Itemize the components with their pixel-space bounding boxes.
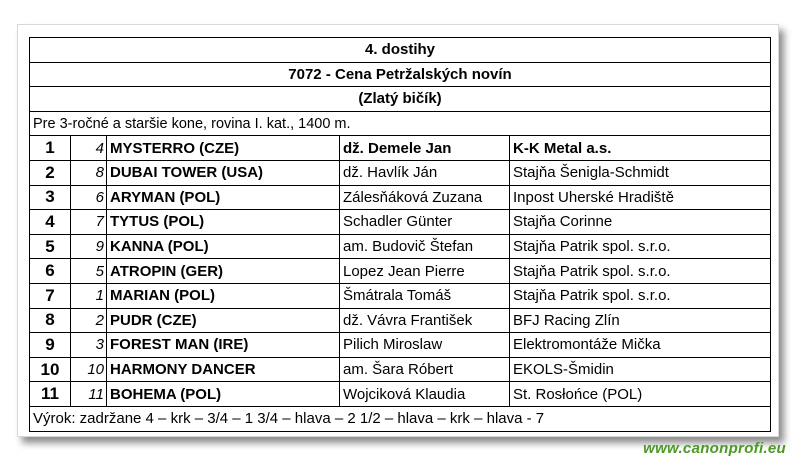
jockey-name: Lopez Jean Pierre — [340, 259, 510, 284]
result-row — [30, 234, 771, 259]
horse-name: MARIAN (POL) — [107, 283, 340, 308]
finish-position: 2 — [30, 160, 71, 185]
start-number: 4 — [71, 136, 107, 161]
horse-name: KANNA (POL) — [107, 234, 340, 259]
watermark: www.canonprofi.eu — [643, 440, 786, 457]
race-number: 4. dostihy — [30, 38, 771, 63]
horse-name: ARYMAN (POL) — [107, 185, 340, 210]
result-row — [30, 357, 771, 382]
finish-position: 6 — [30, 259, 71, 284]
result-row — [30, 333, 771, 358]
jockey-name: Šmátrala Tomáš — [340, 283, 510, 308]
result-row — [30, 308, 771, 333]
result-row — [30, 382, 771, 407]
jockey-name: Pilich Miroslaw — [340, 333, 510, 358]
owner-name: Stajňa Patrik spol. s.r.o. — [510, 259, 771, 284]
result-row — [30, 160, 771, 185]
owner-name: St. Rosłońce (POL) — [510, 382, 771, 407]
race-subtitle: (Zlatý bičík) — [30, 87, 771, 112]
jockey-name: Wojciková Klaudia — [340, 382, 510, 407]
horse-name: PUDR (CZE) — [107, 308, 340, 333]
horse-name: ATROPIN (GER) — [107, 259, 340, 284]
finish-position: 4 — [30, 210, 71, 235]
owner-name: EKOLS-Šmidin — [510, 357, 771, 382]
horse-name: TYTUS (POL) — [107, 210, 340, 235]
owner-name: Stajňa Corinne — [510, 210, 771, 235]
start-number: 1 — [71, 283, 107, 308]
start-number: 10 — [71, 357, 107, 382]
owner-name: K-K Metal a.s. — [510, 136, 771, 161]
jockey-name: Zálesňáková Zuzana — [340, 185, 510, 210]
race-conditions-row — [30, 111, 771, 136]
finish-position: 7 — [30, 283, 71, 308]
finish-position: 9 — [30, 333, 71, 358]
jockey-name: am. Šara Róbert — [340, 357, 510, 382]
horse-name: FOREST MAN (IRE) — [107, 333, 340, 358]
horse-name: DUBAI TOWER (USA) — [107, 160, 340, 185]
owner-name: BFJ Racing Zlín — [510, 308, 771, 333]
finish-position: 10 — [30, 357, 71, 382]
owner-name: Stajňa Šenigla-Schmidt — [510, 160, 771, 185]
finish-position: 5 — [30, 234, 71, 259]
jockey-name: dž. Demele Jan — [340, 136, 510, 161]
result-row — [30, 210, 771, 235]
finish-position: 3 — [30, 185, 71, 210]
race-subtitle-row — [30, 87, 771, 112]
race-number-row — [30, 38, 771, 63]
horse-name: HARMONY DANCER — [107, 357, 340, 382]
race-name-row — [30, 62, 771, 87]
race-name: 7072 - Cena Petržalských novín — [30, 62, 771, 87]
start-number: 8 — [71, 160, 107, 185]
start-number: 3 — [71, 333, 107, 358]
verdict-row — [30, 406, 771, 431]
result-row — [30, 185, 771, 210]
result-row — [30, 259, 771, 284]
finish-position: 8 — [30, 308, 71, 333]
race-results-table — [29, 37, 771, 432]
start-number: 5 — [71, 259, 107, 284]
jockey-name: dž. Havlík Ján — [340, 160, 510, 185]
race-conditions: Pre 3-ročné a staršie kone, rovina I. kat., 1400 m. — [30, 111, 771, 136]
owner-name: Inpost Uherské Hradiště — [510, 185, 771, 210]
owner-name: Elektromontáže Mička — [510, 333, 771, 358]
horse-name: MYSTERRO (CZE) — [107, 136, 340, 161]
finish-position: 1 — [30, 136, 71, 161]
start-number: 6 — [71, 185, 107, 210]
start-number: 7 — [71, 210, 107, 235]
result-row — [30, 136, 771, 161]
start-number: 9 — [71, 234, 107, 259]
start-number: 2 — [71, 308, 107, 333]
owner-name: Stajňa Patrik spol. s.r.o. — [510, 283, 771, 308]
jockey-name: dž. Vávra František — [340, 308, 510, 333]
jockey-name: am. Budovič Štefan — [340, 234, 510, 259]
jockey-name: Schadler Günter — [340, 210, 510, 235]
start-number: 11 — [71, 382, 107, 407]
horse-name: BOHEMA (POL) — [107, 382, 340, 407]
owner-name: Stajňa Patrik spol. s.r.o. — [510, 234, 771, 259]
verdict: Výrok: zadržane 4 – krk – 3/4 – 1 3/4 – hlava – 2 1/2 – hlava – krk – hlava - 7 — [30, 406, 771, 431]
finish-position: 11 — [30, 382, 71, 407]
result-row — [30, 283, 771, 308]
